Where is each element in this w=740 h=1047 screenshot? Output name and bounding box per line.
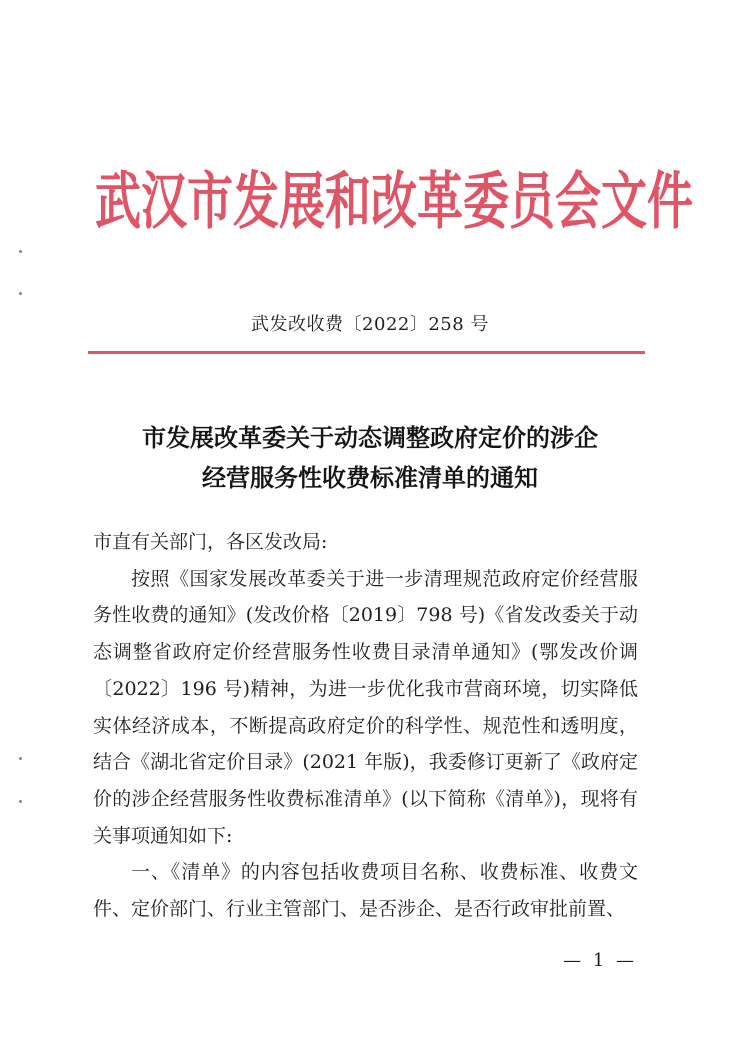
body-paragraph-1: 按照《国家发展改革委关于进一步清理规范政府定价经营服务性收费的通知》(发改价格〔2019〕798 号)《省发改委关于动态调整省政府定价经营服务性收费目录清单通知》(鄂发改价调〔2022〕196 号)精神，为进一步优化我市营商环境，切实降低实体经济成本，不断提高政府定价的科学性、规范性和透明度，结合《湖北省定价目录》(2021 年版)，我委修订更新了《政府定价的涉企经营服务性收费标准清单》(以下简称《清单》)，现将有关事项通知如下: — [93, 567, 638, 847]
page-number: — 1 — — [563, 950, 637, 971]
header-divider — [88, 351, 645, 354]
salutation: 市直有关部门，各区发改局: — [93, 531, 328, 553]
margin-mark — [19, 800, 22, 803]
margin-mark — [19, 250, 22, 253]
body-paragraph-2: 一、《清单》的内容包括收费项目名称、收费标准、收费文件、定价部门、行业主管部门、是否涉企、是否行政审批前置、 — [93, 861, 638, 921]
document-body — [93, 524, 638, 928]
margin-mark — [19, 292, 22, 295]
document-header-title: 武汉市发展和改革委员会文件 — [95, 164, 693, 238]
notice-title — [0, 418, 740, 498]
notice-title-line-1: 市发展改革委关于动态调整政府定价的涉企 — [142, 423, 598, 452]
document-number: 武发改收费〔2022〕258 号 — [251, 314, 489, 335]
margin-mark — [19, 757, 22, 760]
notice-title-line-2: 经营服务性收费标准清单的通知 — [202, 463, 538, 492]
